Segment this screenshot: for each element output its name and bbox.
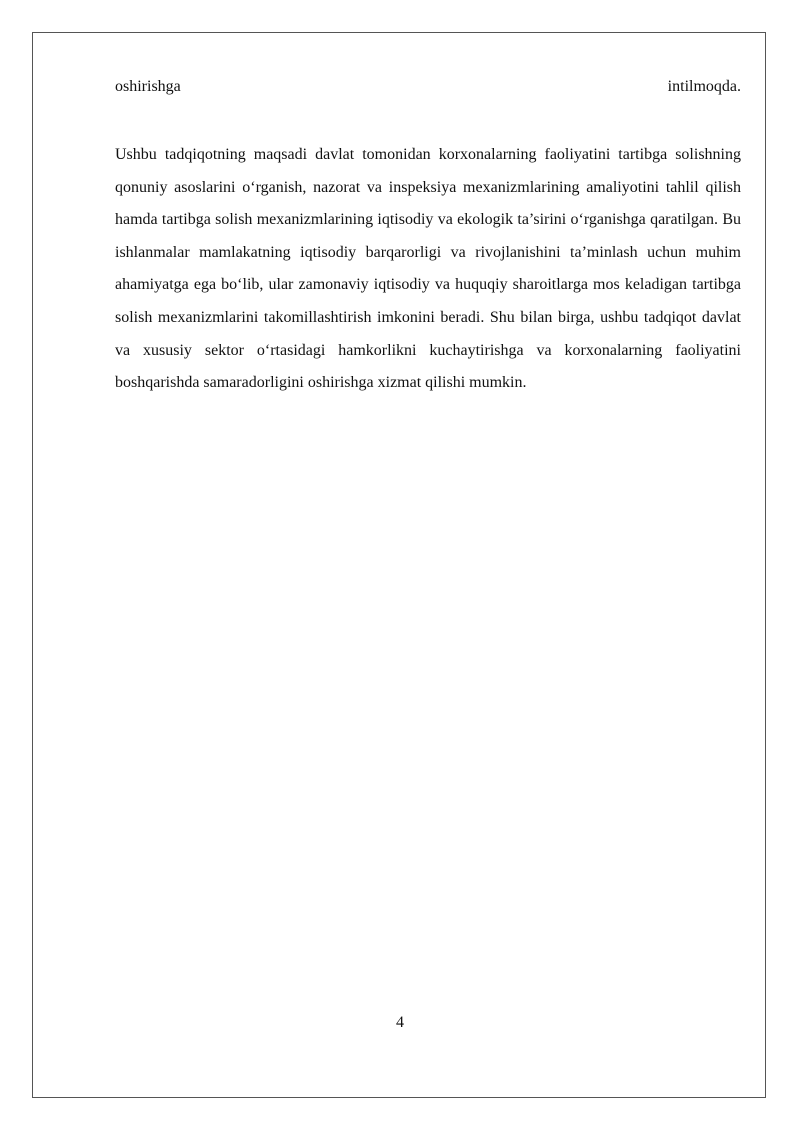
continued-right-word: intilmoqda.	[667, 78, 741, 95]
page-number: 4	[396, 1014, 404, 1031]
continued-line	[115, 76, 741, 98]
body-paragraph: Ushbu tadqiqotning maqsadi davlat tomonidan korxonalarning faoliyatini tartibga solishning qonuniy asoslarini o‘rganish, nazorat va inspeksiya mexanizmlarining amaliyotini tahlil qilish hamda tartibga solish mexanizmlarining iqtisodiy va ekologik ta’sirini o‘rganishga qaratilgan. Bu ishlanmalar mamlakatning iqtisodiy barqarorligi va rivojlanishini ta’minlash uchun muhim ahamiyatga ega bo‘lib, ular zamonaviy iqtisodiy va huquqiy sharoitlarga mos keladigan tartibga solish mexanizmlarini takomillashtirish imkonini beradi. Shu bilan birga, ushbu tadqiqot davlat va xususiy sektor o‘rtasidagi hamkorlikni kuchaytirishga va korxonalarning faoliyatini boshqarishda samaradorligini oshirishga xizmat qilishi mumkin.	[115, 146, 741, 392]
continued-left-word: oshirishga	[115, 78, 181, 95]
